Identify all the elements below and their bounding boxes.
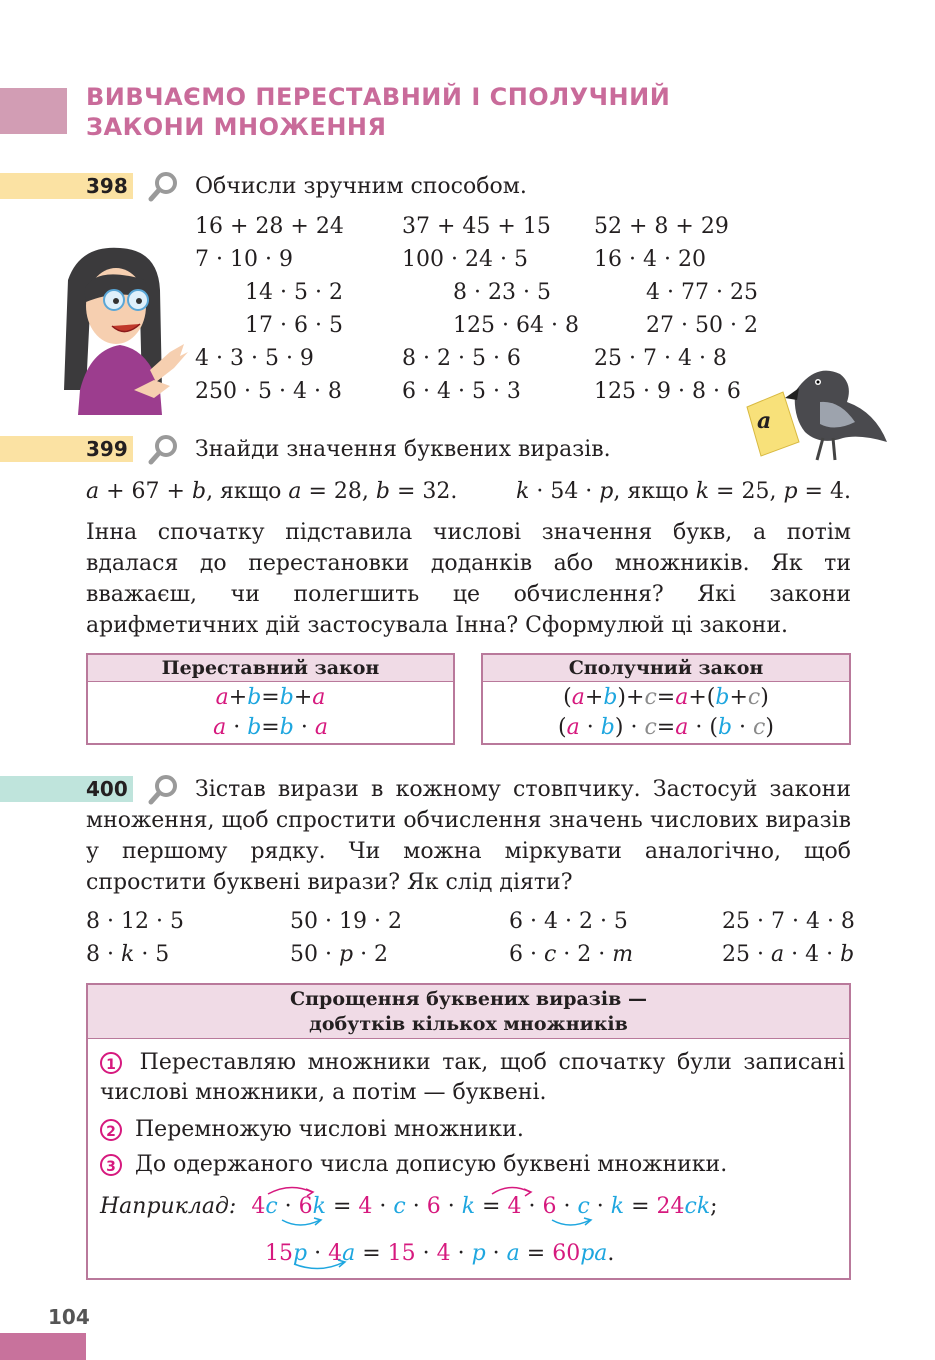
commutative-multiplication: a · b=b · a [213, 715, 328, 740]
step-number-badge: 2 [100, 1119, 122, 1141]
associative-multiplication: (a · b) · c=a · (b · c) [558, 715, 774, 740]
expr-part: · 54 · [529, 479, 600, 504]
var-b: b [191, 479, 207, 504]
var-p: p [599, 479, 614, 504]
expr-398-1-1: 16 + 28 + 24 [195, 214, 344, 239]
page-number: 104 [48, 1305, 90, 1329]
task-399-expression-2 [516, 476, 851, 507]
lesson-title-line2: ЗАКОНИ МНОЖЕННЯ [86, 113, 387, 141]
task-400-number: 400 [86, 777, 128, 801]
commutative-addition: a+b=b+a [215, 685, 326, 710]
task-400-text: Зістав вирази в кожному стовпчику. Застосуй закони множення, щоб спростити обчислення значень числових виразів у першому рядку. Чи можна міркувати аналогічно, щоб спростити буквені вирази? Як слід діяти? [86, 777, 851, 895]
associative-law-title: Сполучний закон [483, 655, 849, 682]
associative-law-box [481, 653, 851, 745]
rule-box-title-line2: добутків кількох множників [309, 1013, 628, 1035]
expr-part: + 67 + [99, 479, 192, 504]
task-399-number: 399 [86, 437, 128, 461]
expr-400-2-4: 25 · a · 4 · b [722, 942, 855, 967]
commutative-law-title: Переставний закон [88, 655, 453, 682]
expr-400-2-3: 6 · c · 2 · m [509, 942, 634, 967]
expr-398-6-3: 125 · 9 · 8 · 6 [594, 379, 741, 404]
expr-398-6-2: 6 · 4 · 5 · 3 [402, 379, 521, 404]
var-b: b [375, 479, 390, 504]
expr-398-1-3: 52 + 8 + 29 [594, 214, 729, 239]
expr-400-2-1: 8 · k · 5 [86, 942, 170, 967]
expr-398-4-1: 17 · 6 · 5 [245, 313, 343, 338]
rule-step-1 [100, 1048, 845, 1108]
expr-398-4-2: 125 · 64 · 8 [453, 313, 579, 338]
var-k: k [516, 479, 530, 504]
swap-arrows-decoration [260, 1180, 620, 1270]
expr-398-3-1: 14 · 5 · 2 [245, 280, 343, 305]
task-399-text: Знайди значення буквених виразів. [195, 437, 611, 462]
expr-398-5-3: 25 · 7 · 4 · 8 [594, 346, 727, 371]
girl-illustration [50, 240, 190, 415]
step-number-badge: 1 [100, 1052, 122, 1074]
example-2-formula: 15p · 4a = 15 · 4 · p · a = 60pa. [265, 1241, 615, 1266]
magnifier-icon [148, 170, 180, 202]
task-398-text: Обчисли зручним способом. [195, 174, 527, 199]
expr-part: = 32. [390, 479, 458, 504]
card-letter: a [757, 408, 772, 434]
expr-400-1-2: 50 · 19 · 2 [290, 909, 402, 934]
title-accent-bar [0, 88, 67, 134]
rule-step-2 [100, 1115, 845, 1145]
expr-398-1-2: 37 + 45 + 15 [402, 214, 551, 239]
var-p: p [783, 479, 798, 504]
expr-400-1-4: 25 · 7 · 4 · 8 [722, 909, 855, 934]
expr-398-5-1: 4 · 3 · 5 · 9 [195, 346, 314, 371]
rule-step-3-text: До одержаного числа дописую буквені множники. [135, 1152, 728, 1177]
commutative-law-box [86, 653, 455, 745]
expr-400-1-1: 8 · 12 · 5 [86, 909, 184, 934]
expr-part: = 28, [301, 479, 376, 504]
expr-398-4-3: 27 · 50 · 2 [646, 313, 758, 338]
task-398-number: 398 [86, 174, 128, 198]
expr-part: , якщо [206, 479, 289, 504]
lesson-title [86, 82, 670, 142]
rule-step-3 [100, 1150, 845, 1180]
example-1-formula: 4c · 6k = 4 · c · 6 · k = 4 · 6 · c · k = 24ck; [251, 1194, 718, 1219]
page-footer-bar [0, 1333, 86, 1360]
expr-part: = 4. [797, 479, 851, 504]
expr-398-2-1: 7 · 10 · 9 [195, 247, 293, 272]
lesson-title-line1: ВИВЧАЄМО ПЕРЕСТАВНИЙ І СПОЛУЧНИЙ [86, 83, 671, 111]
expr-398-3-2: 8 · 23 · 5 [453, 280, 551, 305]
task-399-paragraph: Інна спочатку підставила числові значення букв, а потім вдалася до перестановки доданків або множників. Як ти вважаєш, чи полегшить це обчислення? Які закони арифметичних дій застосувала Інна? Сформулюй ці закони. [86, 520, 851, 638]
var-k: k [695, 479, 710, 504]
expr-398-2-2: 100 · 24 · 5 [402, 247, 528, 272]
expr-398-5-2: 8 · 2 · 5 · 6 [402, 346, 521, 371]
rule-box-title-line1: Спрощення буквених виразів — [290, 988, 647, 1010]
rule-step-1-text: Переставляю множники так, щоб спочатку були записані числові множники, а потім — буквені. [100, 1050, 845, 1105]
associative-addition: (a+b)+c=a+(b+c) [563, 685, 769, 710]
expr-398-3-3: 4 · 77 · 25 [646, 280, 758, 305]
expr-400-1-3: 6 · 4 · 2 · 5 [509, 909, 628, 934]
magnifier-icon [148, 433, 180, 465]
expr-part: = 25, [709, 479, 784, 504]
task-399-expression-1 [86, 476, 457, 507]
expr-398-2-3: 16 · 4 · 20 [594, 247, 706, 272]
example-label: Наприклад: [100, 1194, 237, 1219]
rule-box-title [88, 985, 849, 1039]
var-a: a [288, 479, 302, 504]
rule-step-2-text: Перемножую числові множники. [135, 1117, 524, 1142]
expr-part: , якщо [613, 479, 696, 504]
var-a: a [86, 479, 100, 504]
step-number-badge: 3 [100, 1154, 122, 1176]
expr-398-6-1: 250 · 5 · 4 · 8 [195, 379, 342, 404]
expr-400-2-2: 50 · p · 2 [290, 942, 389, 967]
